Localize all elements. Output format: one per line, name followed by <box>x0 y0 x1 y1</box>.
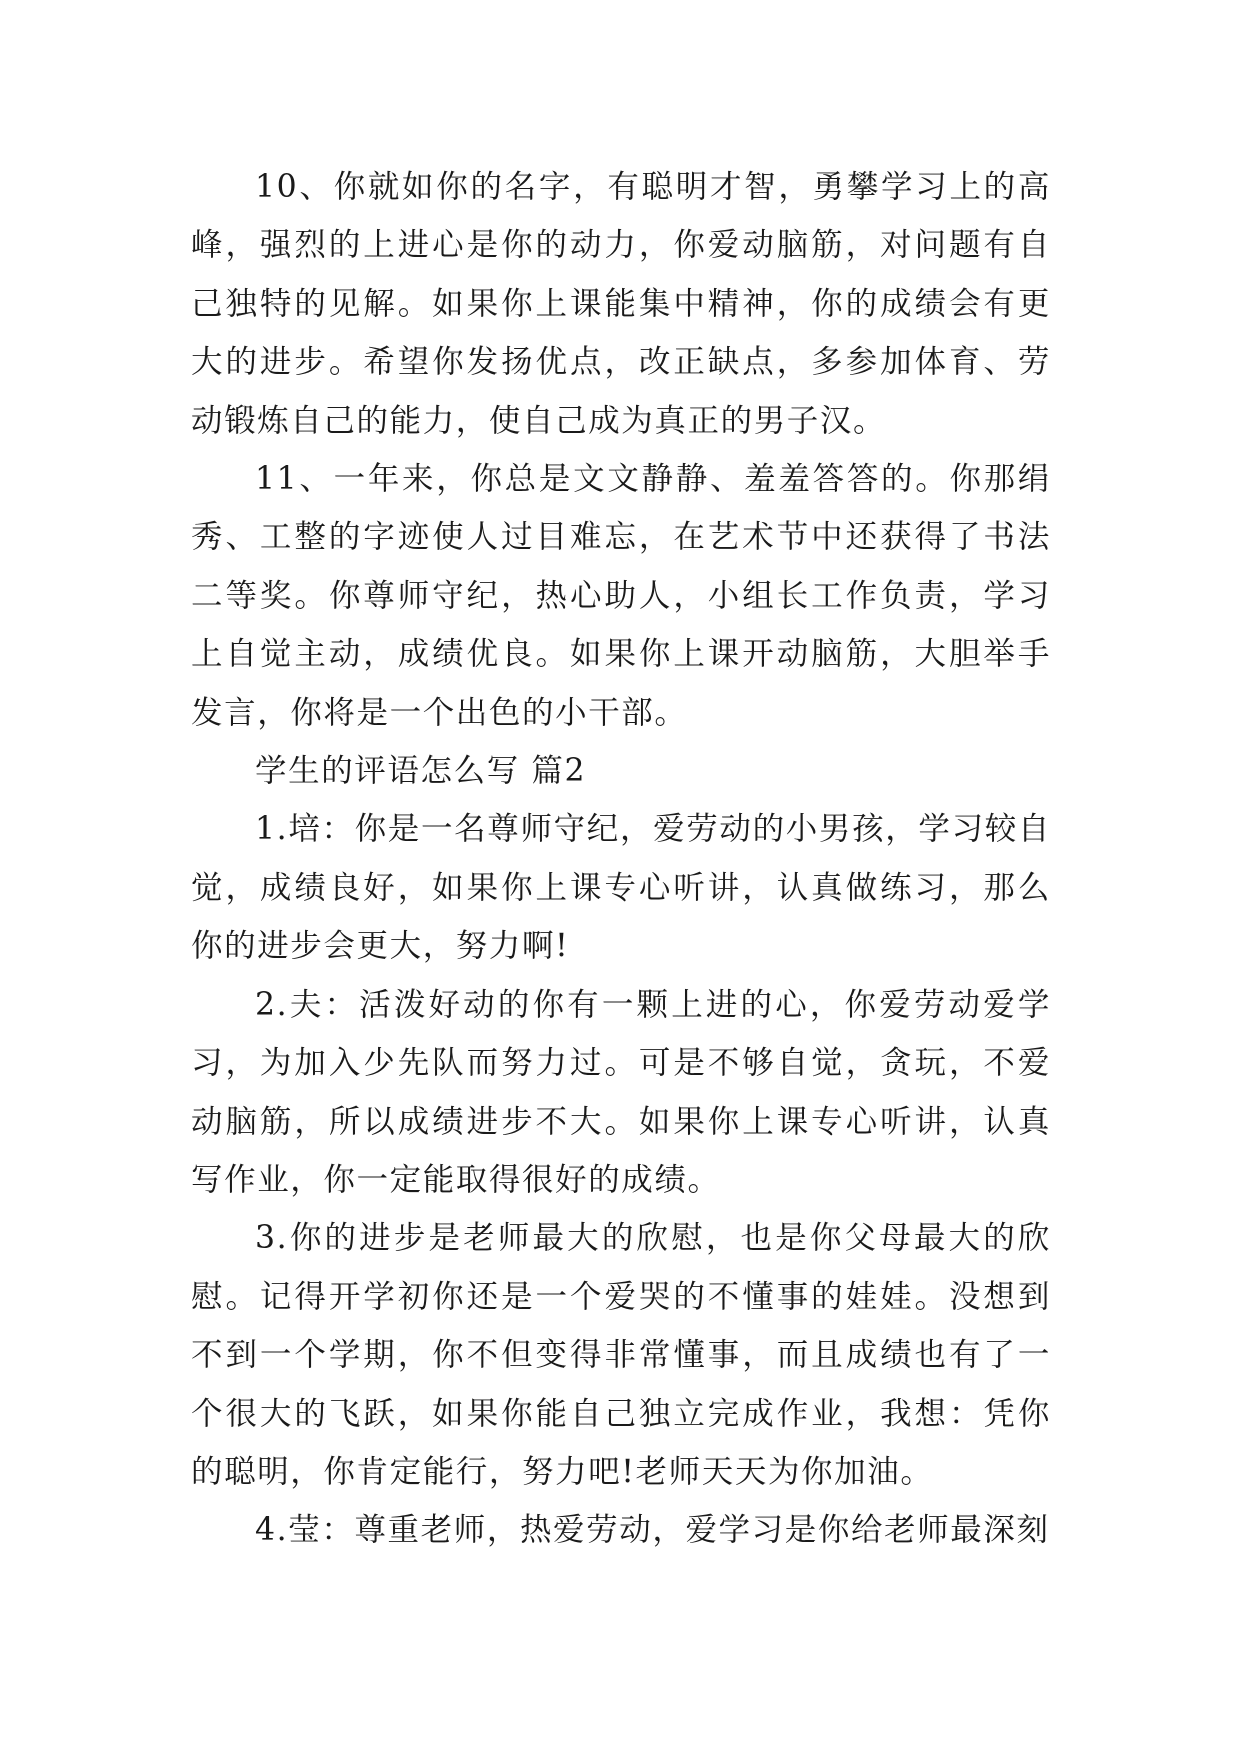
paragraph-comment-11: 11、一年来，你总是文文静静、羞羞答答的。你那绢秀、工整的字迹使人过目难忘，在艺术节中还获得了书法二等奖。你尊师守纪，热心助人，小组长工作负责，学习上自觉主动，成绩优良。如果你上课开动脑筋，大胆举手发言，你将是一个出色的小干部。 <box>191 461 1051 731</box>
paragraph-comment-2: 2.夫：活泼好动的你有一颗上进的心，你爱劳动爱学习，为加入少先队而努力过。可是不够自觉，贪玩，不爱动脑筋，所以成绩进步不大。如果你上课专心听讲，认真写作业，你一定能取得很好的成绩。 <box>191 986 1051 1198</box>
paragraph-comment-3: 3.你的进步是老师最大的欣慰，也是你父母最大的欣慰。记得开学初你还是一个爱哭的不懂事的娃娃。没想到不到一个学期，你不但变得非常懂事，而且成绩也有了一个很大的飞跃，如果你能自己独立完成作业，我想：凭你的聪明，你肯定能行，努力吧!老师天天为你加油。 <box>191 1220 1051 1490</box>
document-body <box>191 158 1051 1560</box>
paragraph-comment-4: 4.莹：尊重老师，热爱劳动，爱学习是你给老师最深刻 <box>255 1512 1050 1549</box>
section-heading: 学生的评语怎么写 篇2 <box>255 753 587 790</box>
paragraph-comment-1: 1.培：你是一名尊师守纪，爱劳动的小男孩，学习较自觉，成绩良好，如果你上课专心听讲，认真做练习，那么你的进步会更大，努力啊! <box>191 811 1051 965</box>
paragraph-comment-10: 10、你就如你的名字，有聪明才智，勇攀学习上的高峰，强烈的上进心是你的动力，你爱动脑筋，对问题有自己独特的见解。如果你上课能集中精神，你的成绩会有更大的进步。希望你发扬优点，改正缺点，多参加体育、劳动锻炼自己的能力，使自己成为真正的男子汉。 <box>191 169 1051 439</box>
